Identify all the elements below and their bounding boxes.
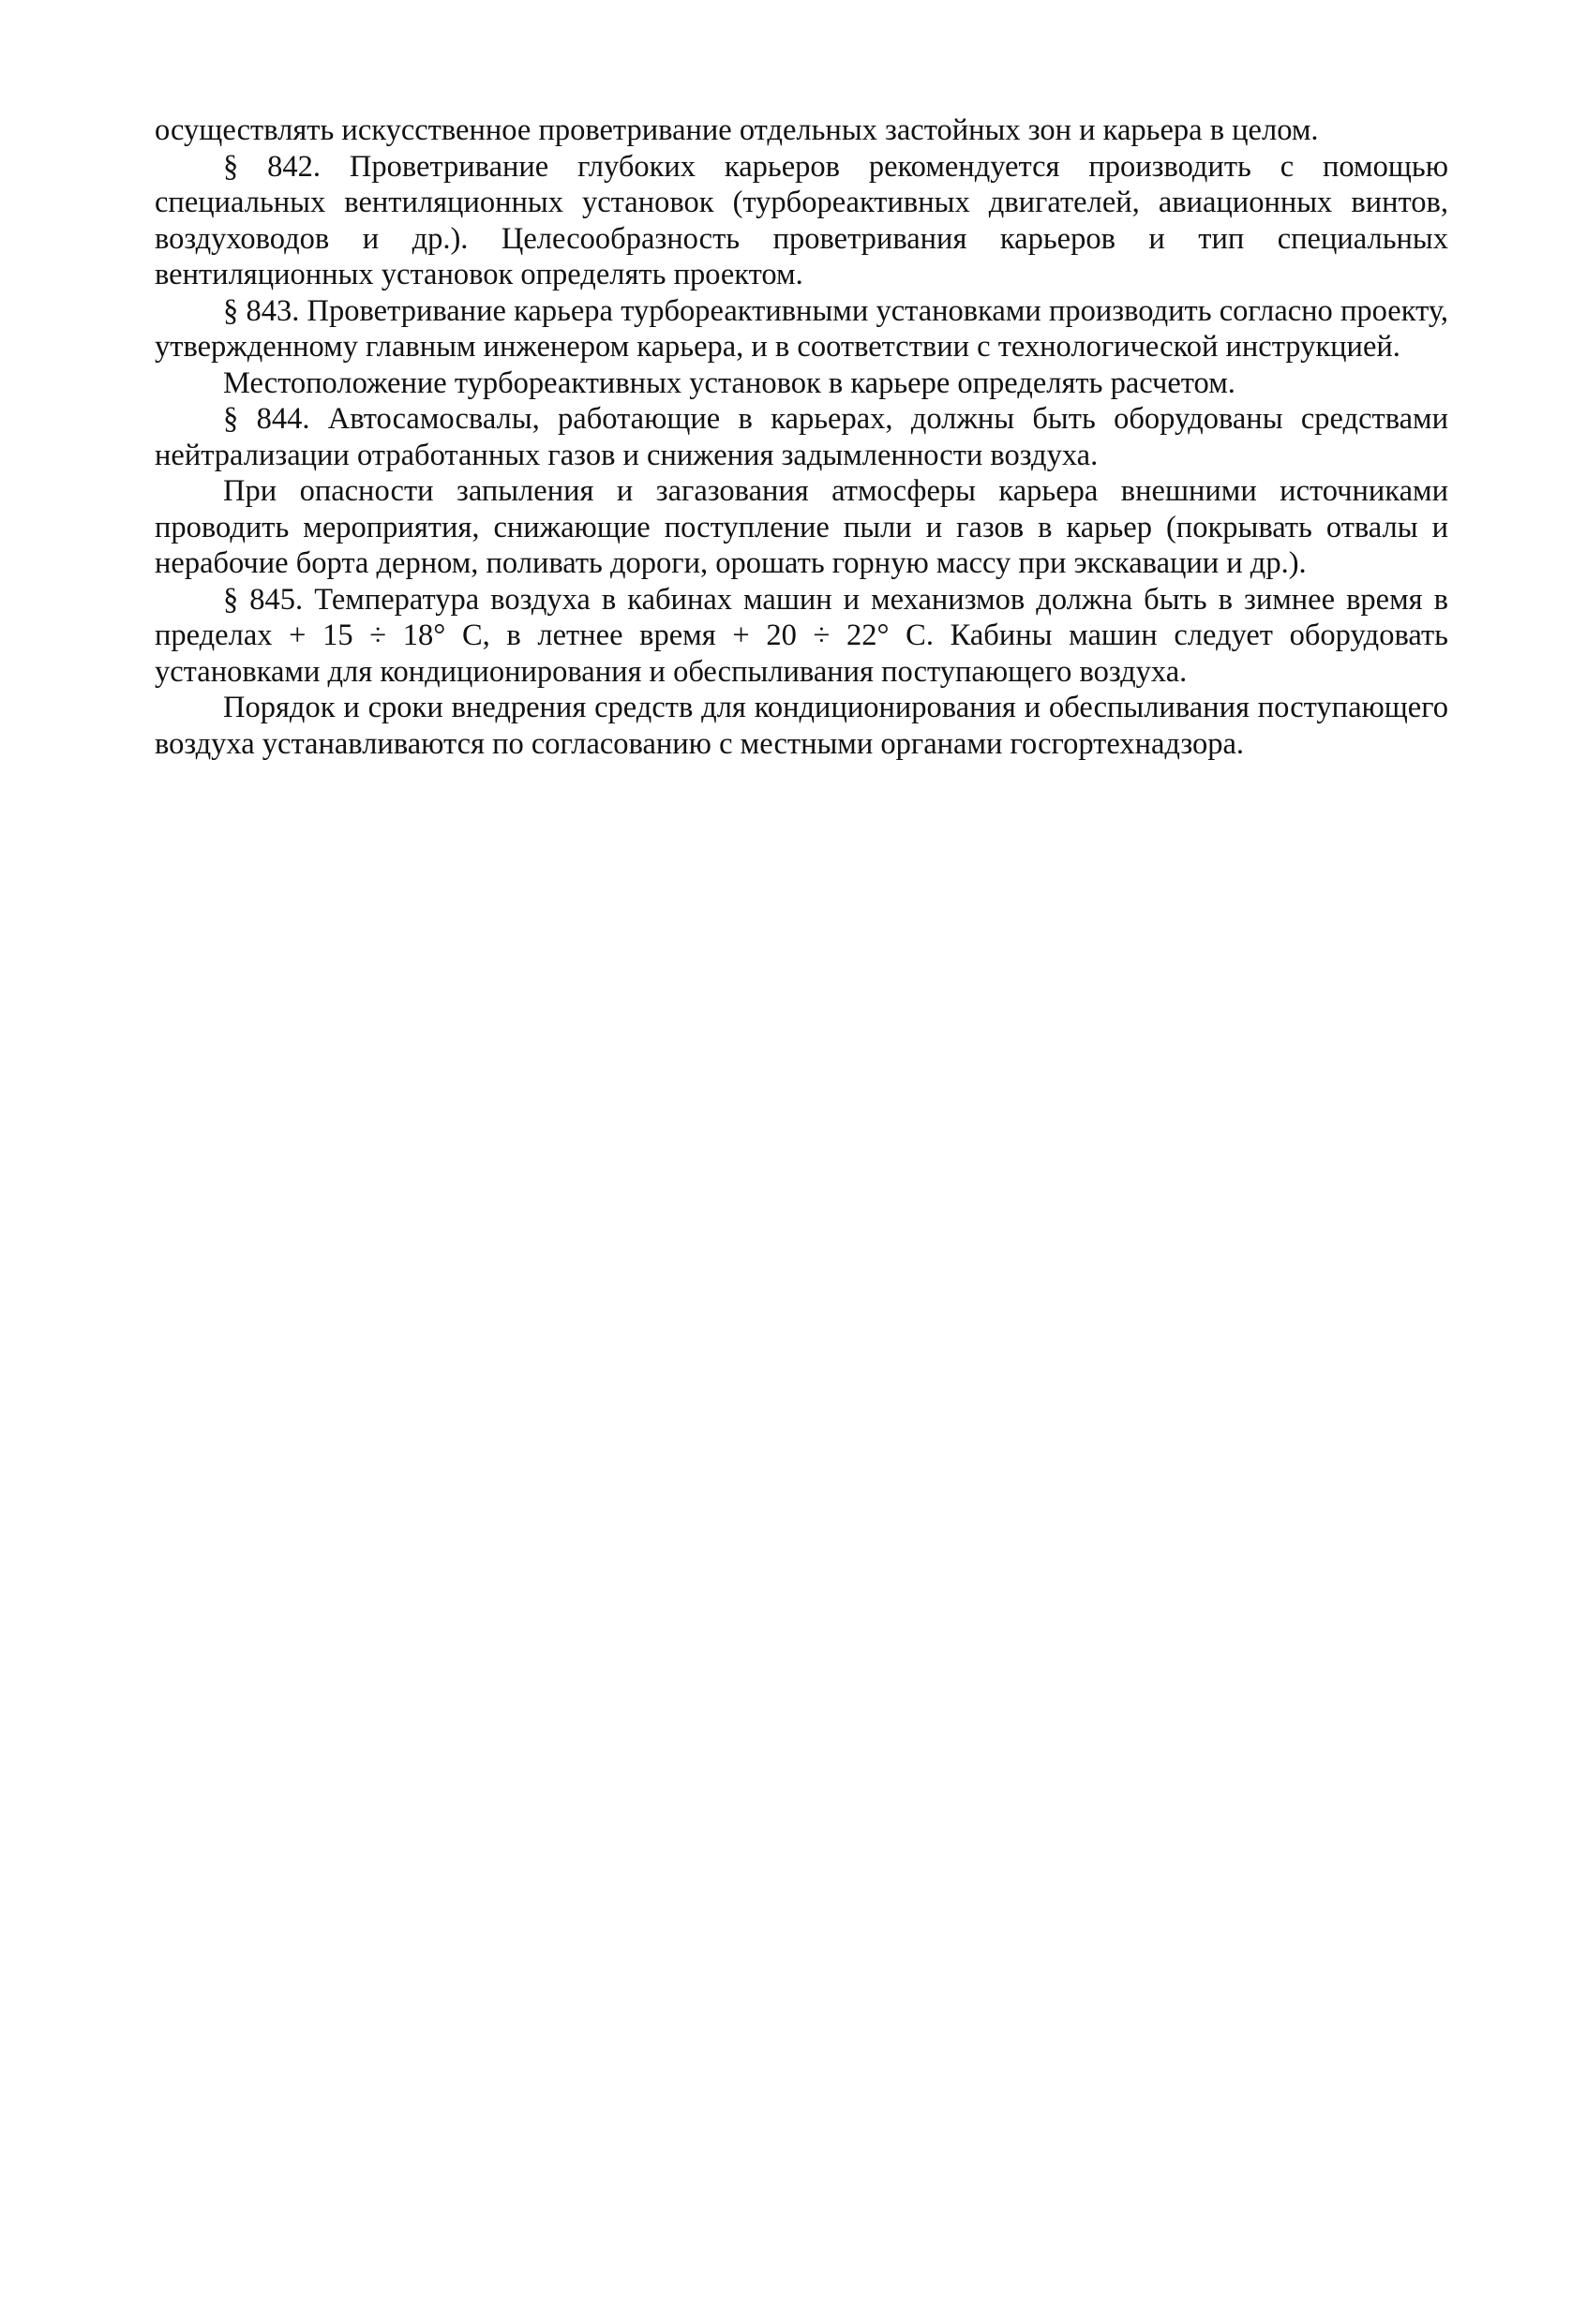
paragraph-844-dust: При опасности запыления и загазования атмосферы карьера внешними источниками проводить мероприятия, снижающие поступление пыли и газов в карьер (покрывать отвалы и нерабочие борта дерном, поливать дороги, орошать горную массу при экскавации и др.). [155,474,1448,580]
paragraph-845-procedure: Порядок и сроки внедрения средств для кондиционирования и обеспыливания поступающего воздуха устанавливаются по согласованию с местными органами госгортехнадзора. [155,691,1448,761]
paragraph-843-location: Местоположение турбореактивных установок в карьере определять расчетом. [223,365,1235,400]
paragraph-845: § 845. Температура воздуха в кабинах машин и механизмов должна быть в зимнее время в пределах + 15 ÷ 18° С, в летнее время + 20 ÷ 22° С. Кабины машин следует оборудовать установками для кондиционирования и обеспыливания поступающего воздуха. [155,582,1448,689]
paragraph-843: § 843. Проветривание карьера турбореактивными установками производить согласно проекту, утвержденному главным инженером карьера, и в соответствии с технологической инструкцией. [155,293,1448,364]
paragraph-844: § 844. Автосамосвалы, работающие в карьерах, должны быть оборудованы средствами нейтрализации отработанных газов и снижения задымленности воздуха. [155,402,1448,472]
paragraph-842: § 842. Проветривание глубоких карьеров рекомендуется производить с помощью специальных вентиляционных установок (турбореактивных двигателей, авиационных винтов, воздуховодов и др.). Целесообразность проветривания карьеров и тип специальных вентиляционных установок определять проектом. [155,149,1448,291]
paragraph-continuation: осуществлять искусственное проветривание отдельных застойных зон и карьера в целом. [155,113,1319,147]
body-text [155,112,1448,762]
